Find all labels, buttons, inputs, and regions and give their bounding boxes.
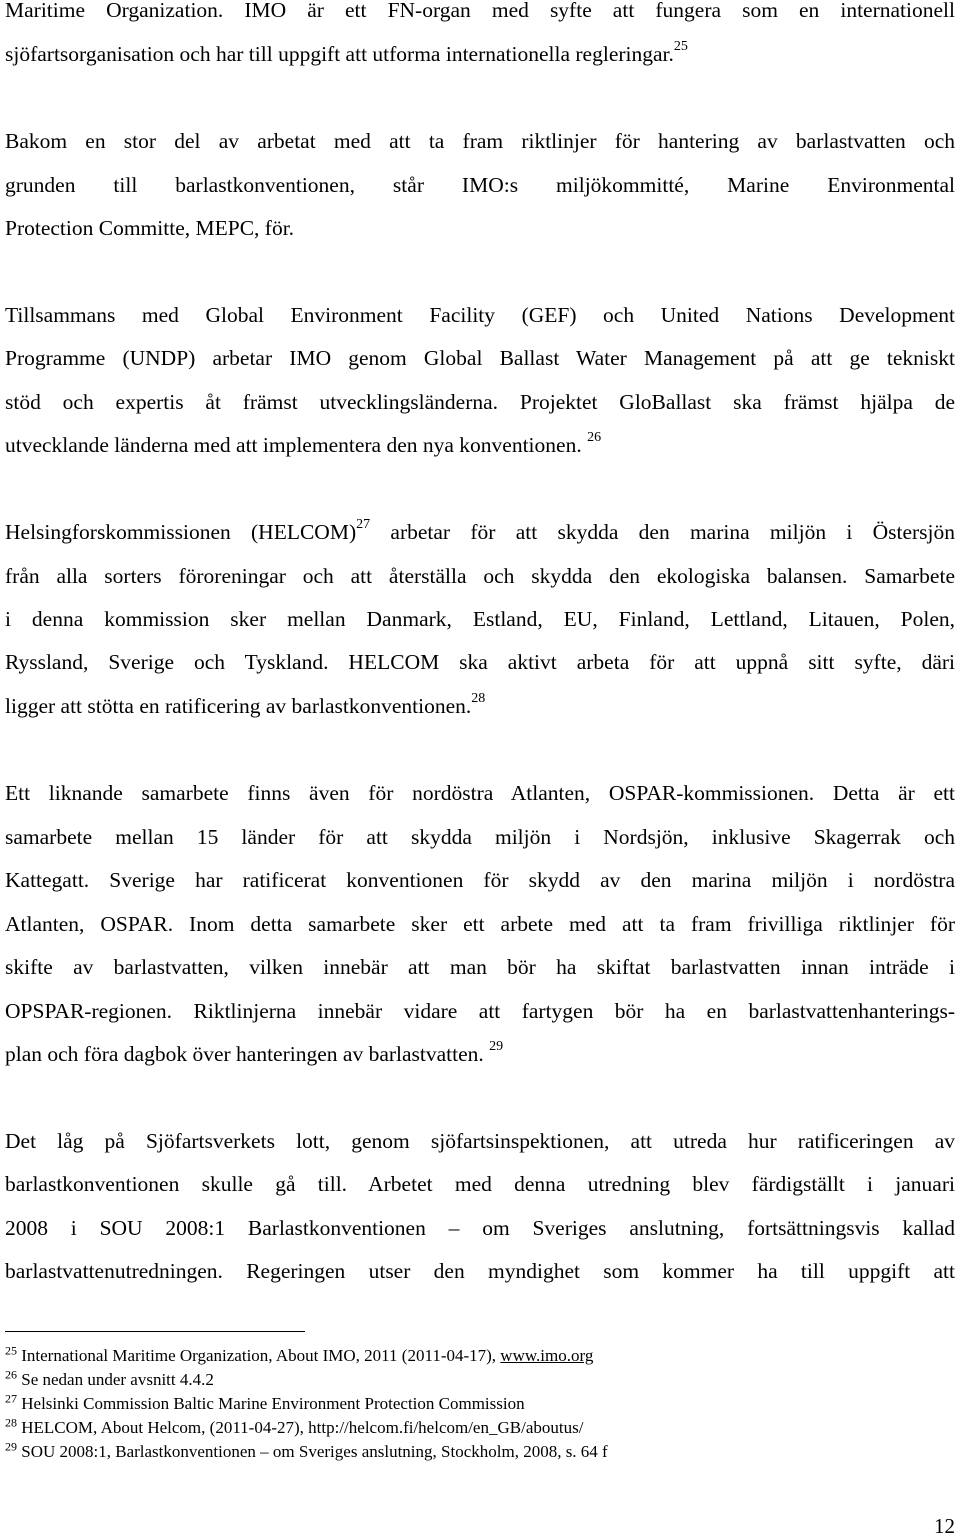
footnote-separator (5, 1331, 305, 1332)
footnote-ref[interactable]: 26 (587, 429, 602, 445)
body-line: från alla sorters föroreningar och att återställa och skydda den ekologiska balansen. Samarbete (5, 564, 955, 588)
body-line: skifte av barlastvatten, vilken innebär att man bör ha skiftat barlastvatten innan inträde i (5, 955, 955, 979)
body-line: barlastkonventionen skulle gå till. Arbetet med denna utredning blev färdigställt i januari (5, 1172, 955, 1196)
body-line: ligger att stötta en ratificering av barlastkonventionen.$^{28}$ (5, 690, 486, 718)
body-line: stöd och expertis åt främst utvecklingsländerna. Projektet GloBallast ska främst hjälpa de (5, 390, 955, 414)
body-line: OPSPAR-regionen. Riktlinjerna innebär vidare att fartygen bör ha en barlastvattenhanterings- (5, 999, 955, 1023)
footnote-number: 29 (5, 1439, 17, 1454)
footnote-number: 28 (5, 1415, 17, 1430)
body-line: samarbete mellan 15 länder för att skydda miljön i Nordsjön, inklusive Skagerrak och (5, 825, 955, 849)
body-line: i denna kommission sker mellan Danmark, Estland, EU, Finland, Lettland, Litauen, Polen, (5, 607, 955, 631)
body-line: Tillsammans med Global Environment Facility (GEF) och United Nations Development (5, 303, 955, 327)
footnote-ref[interactable]: 27 (356, 516, 371, 532)
footnote: $^{27}$ Helsinki Commission Baltic Marine Environment Protection Commission (5, 1391, 525, 1413)
footnote-number: 26 (5, 1367, 17, 1382)
body-line: Programme (UNDP) arbetar IMO genom Global Ballast Water Management på att ge tekniskt (5, 346, 955, 370)
footnote-ref[interactable]: 28 (471, 690, 486, 706)
body-line: Kattegatt. Sverige har ratificerat konventionen för skydd av den marina miljön i nordöstra (5, 868, 955, 892)
footnote: $^{29}$ SOU 2008:1, Barlastkonventionen – om Sveriges anslutning, Stockholm, 2008, s. 64 f (5, 1439, 608, 1461)
body-line: barlastvattenutredningen. Regeringen utser den myndighet som kommer ha till uppgift att (5, 1259, 955, 1283)
footnote: $^{26}$ Se nedan under avsnitt 4.4.2 (5, 1367, 214, 1389)
page-number: 12 (934, 1514, 955, 1538)
body-line: Ryssland, Sverige och Tyskland. HELCOM ska aktivt arbeta för att uppnå sitt syfte, däri (5, 650, 955, 674)
body-line: Bakom en stor del av arbetat med att ta fram riktlinjer för hantering av barlastvatten och (5, 129, 955, 153)
body-line: utvecklande länderna med att implementera den nya konventionen. $^{26}$ (5, 429, 602, 457)
footnote-number: 25 (5, 1343, 17, 1358)
body-line: Atlanten, OSPAR. Inom detta samarbete sker ett arbete med att ta fram frivilliga riktlinjer för (5, 912, 955, 936)
footnote-number: 27 (5, 1391, 17, 1406)
body-line: Ett liknande samarbete finns även för nordöstra Atlanten, OSPAR-kommissionen. Detta är ett (5, 781, 955, 805)
body-line: Det låg på Sjöfartsverkets lott, genom sjöfartsinspektionen, att utreda hur ratificeringen av (5, 1129, 955, 1153)
footnote-ref[interactable]: 25 (673, 38, 688, 54)
body-line: Protection Committe, MEPC, för. (5, 216, 295, 240)
body-line: sjöfartsorganisation och har till uppgift att utforma internationella regleringar.$^{25}$ (5, 38, 688, 66)
body-line: Maritime Organization. IMO är ett FN-organ med syfte att fungera som en internationell (5, 0, 955, 22)
footnote: $^{25}$ International Maritime Organization, About IMO, 2011 (2011-04-17), www.imo.org (5, 1343, 594, 1365)
footnote-link[interactable]: www.imo.org (500, 1346, 594, 1365)
body-line: grunden till barlastkonventionen, står IMO:s miljökommitté, Marine Environmental (5, 173, 955, 197)
footnote-ref[interactable]: 29 (489, 1038, 504, 1054)
footnote: $^{28}$ HELCOM, About Helcom, (2011-04-27), http://helcom.fi/helcom/en_GB/aboutus/ (5, 1415, 584, 1437)
body-line: 2008 i SOU 2008:1 Barlastkonventionen – om Sveriges anslutning, fortsättningsvis kallad (5, 1216, 955, 1240)
body-line: plan och föra dagbok över hanteringen av barlastvatten. $^{29}$ (5, 1038, 504, 1066)
body-line: Helsingforskommissionen (HELCOM)$^{27}$ arbetar för att skydda den marina miljön i Östersjön (5, 516, 956, 544)
